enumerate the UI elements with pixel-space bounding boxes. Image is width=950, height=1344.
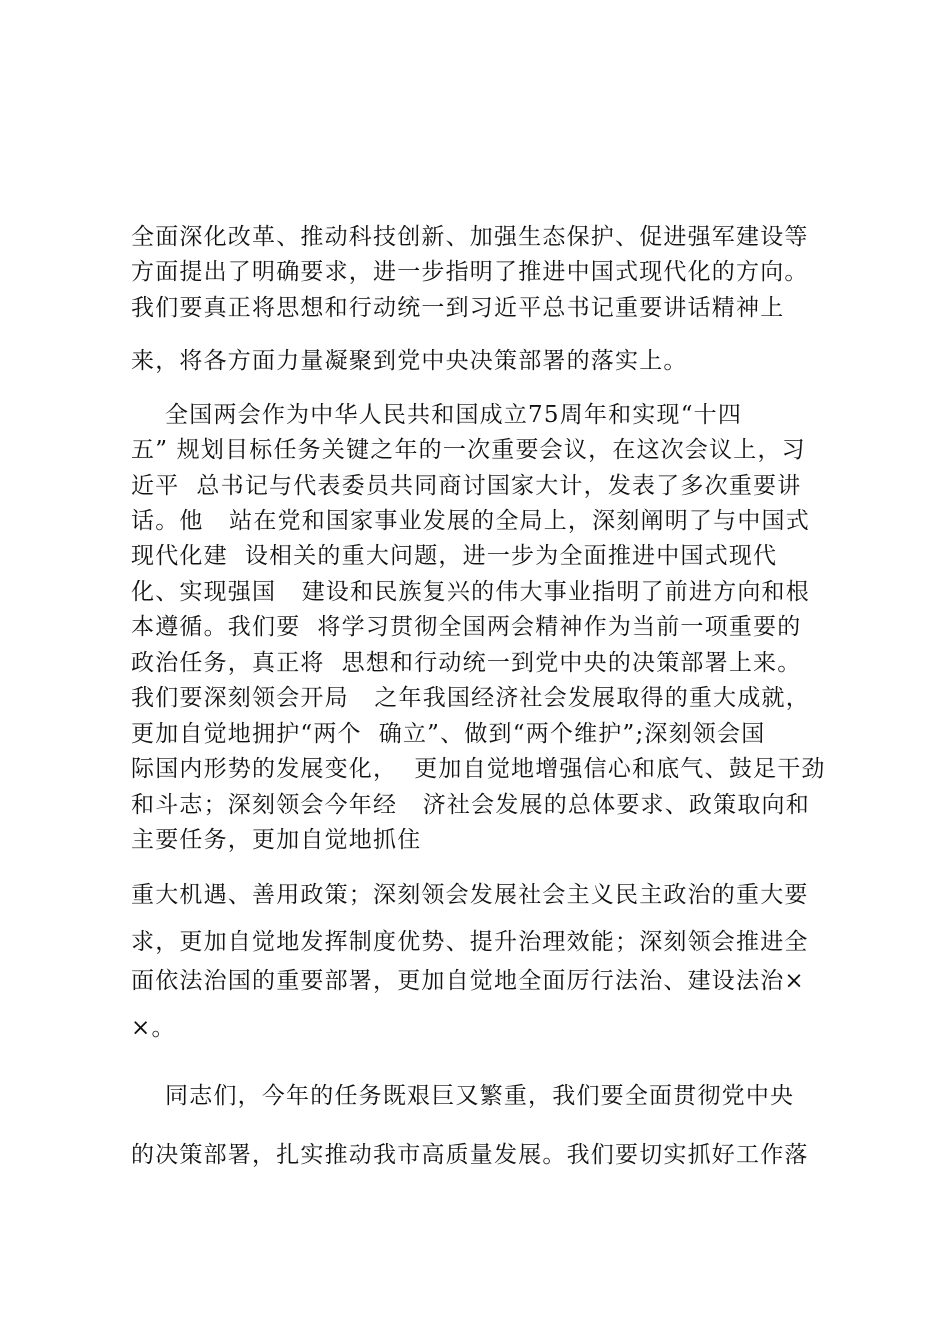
text-line: 更加自觉地拥护“两个 确立”、做到“两个维护”;深刻领会国: [131, 721, 766, 747]
text-line: 本遵循。我们要 将学习贯彻全国两会精神作为当前一项重要的: [131, 614, 802, 640]
text-line: 同志们，今年的任务既艰巨又繁重，我们要全面贯彻党中央: [131, 1083, 795, 1109]
text-line: 现代化建 设相关的重大问题，进一步为全面推进中国式现代: [131, 543, 778, 569]
text-line: 我们要真正将思想和行动统一到习近平总书记重要讲话精神上: [131, 295, 785, 321]
text-line: 重大机遇、善用政策；深刻领会发展社会主义民主政治的重大要: [131, 882, 809, 908]
text-line: 和斗志；深刻领会今年经 济社会发展的总体要求、政策取向和: [131, 792, 810, 818]
text-line: 全面深化改革、推动科技创新、加强生态保护、促进强军建设等: [131, 224, 809, 250]
text-line: 五” 规划目标任务关键之年的一次重要会议，在这次会议上，习: [131, 437, 806, 463]
text-line: 政治任务，真正将 思想和行动统一到党中央的决策部署上来。: [131, 650, 802, 676]
text-line: 主要任务，更加自觉地抓住: [131, 827, 422, 853]
text-line: 求，更加自觉地发挥制度优势、提升治理效能；深刻领会推进全: [131, 929, 809, 955]
text-line: 际国内形势的发展变化， 更加自觉地增强信心和底气、鼓足干劲: [131, 756, 826, 782]
text-line: 近平 总书记与代表委员共同商讨国家大计，发表了多次重要讲: [131, 473, 802, 499]
text-line: 方面提出了明确要求，进一步指明了推进中国式现代化的方向。: [131, 259, 809, 285]
text-line: 来，将各方面力量凝聚到党中央决策部署的落实上。: [131, 348, 688, 374]
text-line: 的决策部署，扎实推动我市高质量发展。我们要切实抓好工作落: [131, 1142, 809, 1168]
text-line: ×。: [131, 1015, 176, 1041]
text-line: 全国两会作为中华人民共和国成立75周年和实现“十四: [131, 402, 743, 428]
text-line: 话。他 站在党和国家事业发展的全局上，深刻阐明了与中国式: [131, 508, 810, 534]
text-line: 我们要深刻领会开局 之年我国经济社会发展取得的重大成就，: [131, 685, 810, 711]
text-line: 面依法治国的重要部署，更加自觉地全面厉行法治、建设法治×: [131, 968, 805, 994]
text-line: 化、实现强国 建设和民族复兴的伟大事业指明了前进方向和根: [131, 579, 810, 605]
